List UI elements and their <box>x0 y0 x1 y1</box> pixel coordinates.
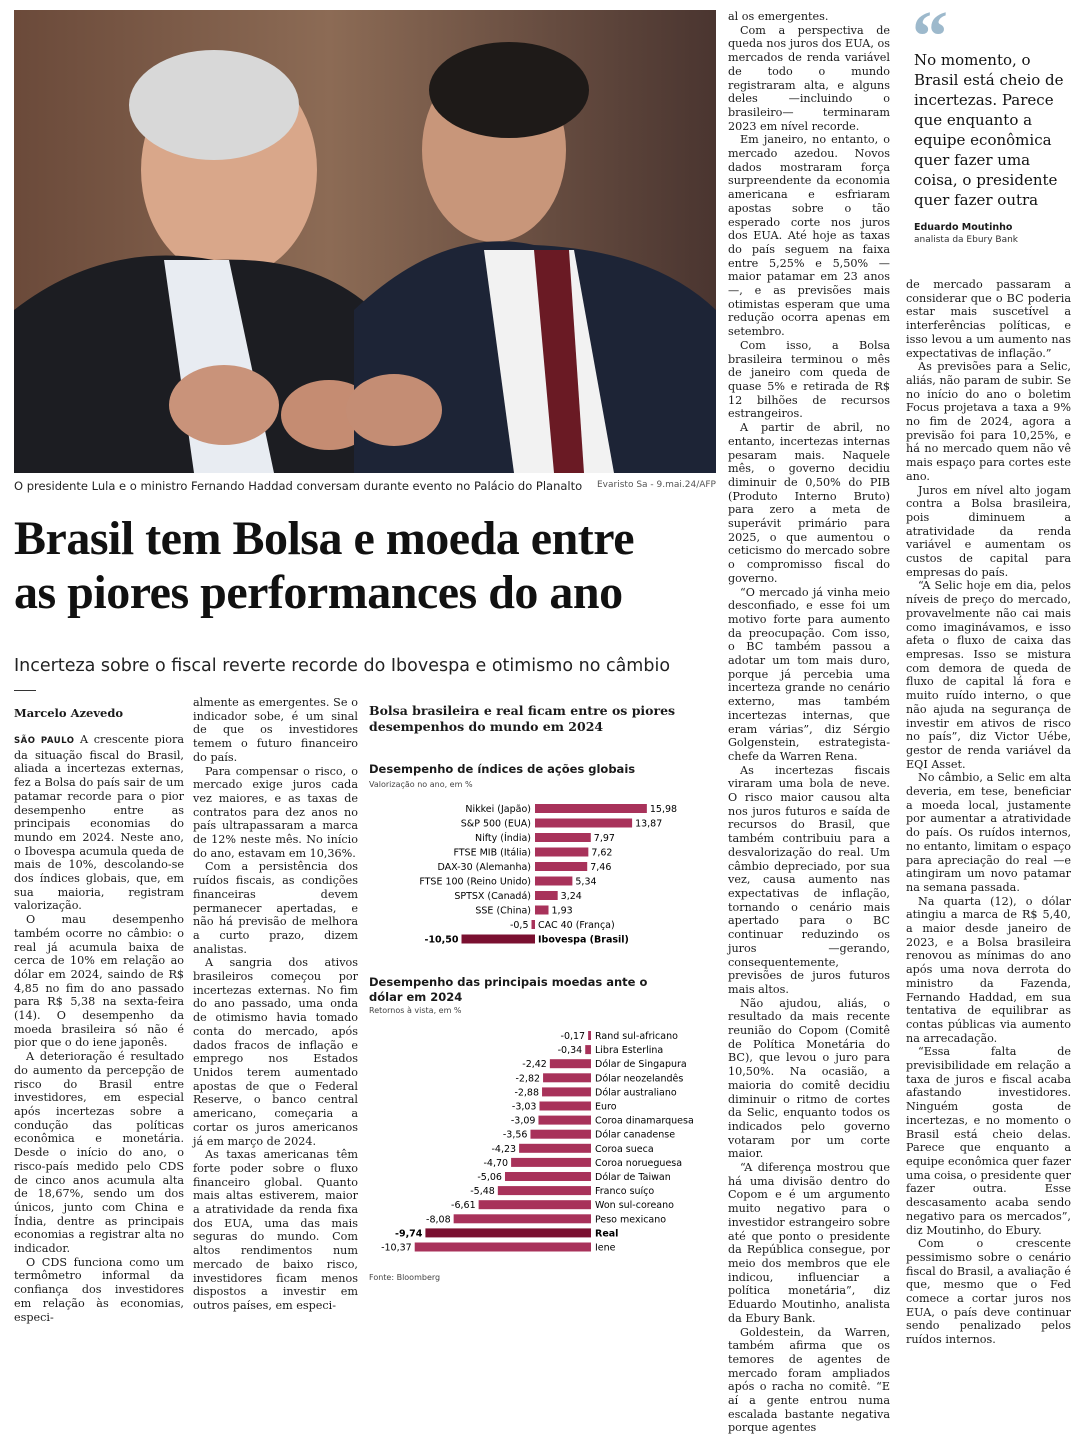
chart-1-bar <box>535 906 549 915</box>
paragraph: Na quarta (12), o dólar atingiu a marca de R$ 5,40, a maior desde janeiro de 2023, e a Bolsa brasileira renovou as mínimas do ano após uma nova derrota do ministro da Fazenda, Fernando Haddad, em sua tentativa de equilibrar as contas públicas via aumento na arrecadação. <box>906 895 1071 1046</box>
headline <box>14 512 716 620</box>
chart-1-bar <box>535 877 572 886</box>
chart-2-category-label: Euro <box>595 1102 617 1113</box>
chart-2-category-label: Real <box>595 1228 618 1239</box>
paragraph: Não ajudou, aliás, o resultado da mais recente reunião do Copom (Comitê de Política Monetária do BC), que levou o juro para 10,50%. Na ocasião, a maioria do comitê decidiu diminuir o ritmo de cortes da Selic, enquanto todos os indicados pelo governo votaram por um corte maior. <box>728 997 890 1161</box>
paragraph: de mercado passaram a considerar que o BC poderia estar mais suscetível a interferências políticas, e isso levou a um aumento nas expectativas de inflação.” <box>906 278 1071 360</box>
quote-mark-icon: “ <box>912 6 948 66</box>
chart-1-value-label: 13,87 <box>635 819 662 830</box>
chart-2-category-label: Libra Esterlina <box>595 1045 663 1056</box>
chart-2-category-label: Dólar australiano <box>595 1087 677 1098</box>
paragraph: “A Selic hoje em dia, pelos níveis de preço do mercado, provavelmente não cai mais como imaginávamos, e isso afeta o fluxo de caixa das empresas. Isso se mistura com demora de queda de fluxo de capital lá fora e muito ruído interno, o que não ajuda na segurança de investir em ativos de risco no país”, diz Victor Uébe, gestor de renda variável da EQI Asset. <box>906 579 1071 771</box>
chart-1-value-label: 3,24 <box>561 891 582 902</box>
article-column-4 <box>906 278 1071 1347</box>
paragraph: “O mercado já vinha meio desconfiado, e esse foi um motivo forte para aumento da preocupação. Com isso, o BC também passou a adotar um tom mais duro, porque já percebia uma incerteza grande no cenário externo, mas também incertezas internas, que eram várias”, diz Sérgio Golgenstein, estrategista-chefe da Warren Rena. <box>728 586 890 764</box>
chart-1-value-label: 7,62 <box>591 848 612 859</box>
chart-2-value-label: -9,74 <box>395 1228 423 1239</box>
chart-1-category-label: FTSE 100 (Reino Unido) <box>419 877 531 888</box>
chart-2-category-label: Dólar canadense <box>595 1130 675 1141</box>
chart-1-bar <box>535 848 588 857</box>
chart-1-svg <box>369 800 707 950</box>
headline-line-2: as piores performances do ano <box>14 566 716 620</box>
chart-2-bar <box>550 1059 591 1068</box>
chart-1-category-label: SSE (China) <box>475 906 531 917</box>
chart-2-value-label: -4,23 <box>491 1144 516 1155</box>
chart-2-category-label: Coroa norueguesa <box>595 1158 682 1169</box>
chart-1-category-label: CAC 40 (França) <box>538 920 615 931</box>
chart-2-value-label: -3,56 <box>503 1130 528 1141</box>
paragraph: A deterioração é resultado do aumento da percepção de risco do Brasil entre investidores, em especial após incertezas sobre a condução das políticas econômica e monetária. Desde o início do ano, o risco-país medido pelo CDS de cinco anos acumula alta de 18,67%, sendo um dos únicos, junto com China e Índia, dentre as principais economias a registrar alta no indicador. <box>14 1050 184 1256</box>
chart-1-unit: Valorização no ano, em % <box>369 780 473 789</box>
paragraph: O CDS funciona como um termômetro informal da confiança dos investidores em relação às economias, especi- <box>14 1256 184 1325</box>
chart-2-category-label: Dólar neozelandês <box>595 1073 683 1084</box>
chart-2-category-label: Dólar de Taiwan <box>595 1172 671 1183</box>
chart-1-value-label: 15,98 <box>650 804 677 815</box>
paragraph: As taxas americanas têm forte poder sobre o fluxo financeiro global. Quanto mais altas estiverem, maior a atratividade da renda fixa dos EUA, uma das mais seguras do mundo. Com altos rendimentos num mercado de baixo risco, investidores ficam menos dispostos a investir em outros países, em especi- <box>193 1148 358 1312</box>
photo-credit: Evaristo Sa - 9.mai.24/AFP <box>597 480 716 490</box>
chart-2-value-label: -5,06 <box>477 1172 502 1183</box>
chart-1-category-label: Ibovespa (Brasil) <box>538 935 629 946</box>
paragraph: As previsões para a Selic, aliás, não param de subir. Se no início do ano o boletim Focus projetava a taxa a 9% no fim de 2024, agora a previsão foi para 10,25%, e há no mercado quem não vê mais espaço para cortes este ano. <box>906 360 1071 483</box>
chart-1-bar <box>532 920 536 929</box>
subheadline: Incerteza sobre o fiscal reverte recorde do Ibovespa e otimismo no câmbio <box>14 656 716 676</box>
chart-2-category-label: Coroa sueca <box>595 1144 654 1155</box>
paragraph: As incertezas fiscais viraram uma bola de neve. O risco maior causou alta nos juros futuros e saída de recursos do Brasil, que também contribuiu para a desvalorização do real. Um câmbio depreciado, por sua vez, causa aumento nas expectativas de inflação, tornando o cenário mais apertado para o BC continuar reduzindo os juros —gerando, consequentemente, previsões de juros futuros mais altos. <box>728 764 890 997</box>
chart-2-bar <box>415 1243 591 1252</box>
chart-2-value-label: -2,88 <box>514 1087 539 1098</box>
chart-2-bar <box>505 1172 591 1181</box>
chart-1-bar <box>535 819 632 828</box>
caption-text: O presidente Lula e o ministro Fernando Haddad conversam durante evento no Palácio do Planalto <box>14 479 582 493</box>
chart-1-bar <box>535 833 591 842</box>
chart-2-category-label: Dólar de Singapura <box>595 1059 687 1070</box>
chart-1-category-label: DAX-30 (Alemanha) <box>437 862 531 873</box>
chart-2-value-label: -5,48 <box>470 1186 495 1197</box>
paragraph: al os emergentes. <box>728 10 890 24</box>
chart-2-value-label: -0,17 <box>561 1031 586 1042</box>
chart-2-bar <box>519 1144 591 1153</box>
paragraph: Em janeiro, no entanto, o mercado azedou. Novos dados mostraram força surpreendente da economia americana e esfriaram apostas sobre o tão esperado corte nos juros dos EUA. Até hoje as taxas do país seguem na faixa entre 5,25% e 5,50% —maior patamar em 23 anos—, e as previsões mais otimistas esperam que uma redução ocorra apenas em setembro. <box>728 133 890 339</box>
paragraph: A sangria dos ativos brasileiros começou por incertezas externas. No fim do ano passado, uma onda de otimismo havia tomado conta do mercado, após dados fracos de inflação e emprego nos Estados Unidos terem aumentado apostas de que o Federal Reserve, o banco central americano, começaria a cortar os juros americanos já em março de 2024. <box>193 956 358 1148</box>
article-column-3 <box>728 10 890 1435</box>
chart-1-value-label: 5,34 <box>575 877 596 888</box>
article-column-2 <box>193 696 358 1313</box>
chart-2-category-label: Franco suíço <box>595 1186 654 1197</box>
chart-1-bar <box>462 935 536 944</box>
chart-2-bar <box>585 1045 591 1054</box>
byline-rule <box>14 690 36 691</box>
chart-2-value-label: -10,37 <box>381 1243 412 1254</box>
paragraph: Juros em nível alto jogam contra a Bolsa brasileira, pois diminuem a atratividade da renda variável e aumentam os custos de capital para empresas do país. <box>906 484 1071 580</box>
news-photo <box>14 10 716 473</box>
chart-2-bar <box>588 1031 591 1040</box>
chart-2-value-label: -4,70 <box>484 1158 509 1169</box>
chart-2-value-label: -2,42 <box>522 1059 547 1070</box>
chart-2-value-label: -2,82 <box>515 1073 540 1084</box>
chart-1-value-label: 7,97 <box>594 833 615 844</box>
chart-2-svg <box>369 1027 707 1257</box>
paragraph: Para compensar o risco, o mercado exige juros cada vez maiores, e as taxas de contratos para dez anos no país ultrapassaram a marca de 12% neste mês. No início do ano, estavam em 10,36%. <box>193 765 358 861</box>
chart-1-bar <box>535 862 587 871</box>
chart-2-bar <box>454 1214 591 1223</box>
chart-2-value-label: -6,61 <box>451 1200 476 1211</box>
chart-1-category-label: Nifty (Índia) <box>475 832 531 844</box>
chart-2-value-label: -3,09 <box>511 1116 536 1127</box>
chart-2-bar <box>498 1186 591 1195</box>
paragraph: “A diferença mostrou que há uma divisão dentro do Copom e é um argumento muito negativo para o investidor estrangeiro sobre até que ponto o presidente da República consegue, por meio dos membros que ele indicou, influenciar a política monetária”, diz Eduardo Moutinho, analista da Ebury Bank. <box>728 1161 890 1325</box>
chart-1-bar <box>535 891 558 900</box>
byline: Marcelo Azevedo <box>14 706 123 720</box>
chart-1-title: Desempenho de índices de ações globais <box>369 762 635 776</box>
chart-1-category-label: FTSE MIB (Itália) <box>453 848 531 859</box>
chart-1-category-label: SPTSX (Canadá) <box>454 891 531 902</box>
paragraph: Goldestein, da Warren, também afirma que os temores de agentes de mercado foram ampliados após o racha no comitê. “E aí a gente entrou numa escalada bastante negativa porque agentes <box>728 1326 890 1435</box>
chart-2-bar <box>543 1073 591 1082</box>
paragraph: No câmbio, a Selic em alta deveria, em tese, beneficiar a moeda local, justamente por aumentar a atratividade do país. Os ruídos internos, no entanto, limitam o espaço para apreciação do real —e atingiram um novo patamar na semana passada. <box>906 771 1071 894</box>
photo-caption <box>14 479 716 493</box>
headline-line-1: Brasil tem Bolsa e moeda entre <box>14 512 716 566</box>
chart-1-category-label: Nikkei (Japão) <box>465 804 531 815</box>
chart-2-category-label: Coroa dinamarquesa <box>595 1116 694 1127</box>
paragraph: A partir de abril, no entanto, incertezas internas pesaram mais. Naquele mês, o governo decidiu diminuir de 0,50% do PIB (Produto Interno Bruto) para zero a meta de superávit primário para 2025, o que aumentou o ceticismo do mercado sobre o compromisso fiscal do governo. <box>728 421 890 585</box>
chart-2-bar <box>425 1228 591 1237</box>
chart-2-bar <box>538 1116 591 1125</box>
pull-quote: No momento, o Brasil está cheio de incertezas. Parece que enquanto a equipe econômica quer fazer uma coisa, o presidente quer fazer outra <box>914 50 1066 210</box>
chart-2-bar <box>530 1130 591 1139</box>
chart-2-title: Desempenho das principais moedas ante o dólar em 2024 <box>369 975 669 1005</box>
pull-quote-role: analista da Ebury Bank <box>914 235 1018 245</box>
paragraph: Com a persistência dos ruídos fiscais, as condições financeiras devem permanecer apertadas, e não há previsão de melhora a curto prazo, dizem analistas. <box>193 860 358 956</box>
chart-2-category-label: Won sul-coreano <box>595 1200 674 1211</box>
chart-2-bar <box>542 1087 591 1096</box>
chart-2-category-label: Iene <box>595 1243 616 1254</box>
chart-2-bar <box>511 1158 591 1167</box>
chart-1-value-label: -10,50 <box>425 935 459 946</box>
chart-2-value-label: -3,03 <box>512 1102 537 1113</box>
chart-1-value-label: 7,46 <box>590 862 611 873</box>
chart-2-value-label: -0,34 <box>558 1045 583 1056</box>
paragraph: Com a perspectiva de queda nos juros dos EUA, os mercados de renda variável de todo o mundo registraram alta, e alguns deles —incluindo o brasileiro— terminaram 2023 em nível recorde. <box>728 24 890 134</box>
chart-2-value-label: -8,08 <box>426 1214 451 1225</box>
chart-2-bar <box>479 1200 591 1209</box>
article-column-1 <box>14 733 184 1324</box>
paragraph: Com o crescente pessimismo sobre o cenário fiscal do Brasil, a avaliação é que, mesmo que o Fed comece a cortar juros nos EUA, o país deve continuar sendo penalizado pelos ruídos internos. <box>906 1237 1071 1347</box>
paragraph: Com isso, a Bolsa brasileira terminou o mês de janeiro com queda de quase 5% e retirada de R$ 12 bilhões de recursos estrangeiros. <box>728 339 890 421</box>
chart-block-title: Bolsa brasileira e real ficam entre os piores desempenhos do mundo em 2024 <box>369 703 707 735</box>
chart-1-bar <box>535 804 647 813</box>
paragraph: O mau desempenho também ocorre no câmbio: o real já acumula baixa de cerca de 10% em relação ao dólar em 2024, saindo de R$ 4,85 no fim do ano passado para R$ 5,38 na sexta-feira (14). O desempenho da moeda brasileira só não é pior que o do iene japonês. <box>14 913 184 1050</box>
paragraph: “Essa falta de previsibilidade em relação a taxa de juros e fiscal acaba afastando investidores. Ninguém gosta de incertezas, e no momento o Brasil está cheio delas. Parece que enquanto a equipe econômica quer fazer uma coisa, o presidente quer fazer outra. Esse descasamento acaba sendo negativo para os mercados”, diz Moutinho, do Ebury. <box>906 1045 1071 1237</box>
chart-1-category-label: S&P 500 (EUA) <box>461 819 531 830</box>
paragraph: SÃO PAULO A crescente piora da situação fiscal do Brasil, aliada a incertezas externas, fez a Bolsa do país sair de um patamar recorde para o pior desempenho entre as principais economias do mundo em 2024. Neste ano, o Ibovespa acumula queda de mais de 10%, descolando-se dos índices globais, que, em sua maioria, registram valorização. <box>14 733 184 913</box>
chart-2-category-label: Peso mexicano <box>595 1214 666 1225</box>
chart-2-bar <box>539 1102 591 1111</box>
chart-source: Fonte: Bloomberg <box>369 1273 440 1282</box>
chart-2-category-label: Rand sul-africano <box>595 1031 678 1042</box>
dateline: SÃO PAULO <box>14 736 74 746</box>
photo-illustration <box>14 10 716 473</box>
chart-1-value-label: -0,5 <box>510 920 529 931</box>
pull-quote-author: Eduardo Moutinho <box>914 222 1012 233</box>
chart-1-value-label: 1,93 <box>552 906 573 917</box>
paragraph: almente as emergentes. Se o indicador sobe, é um sinal de que os investidores temem o futuro financeiro do país. <box>193 696 358 765</box>
chart-2-unit: Retornos à vista, em % <box>369 1006 462 1015</box>
